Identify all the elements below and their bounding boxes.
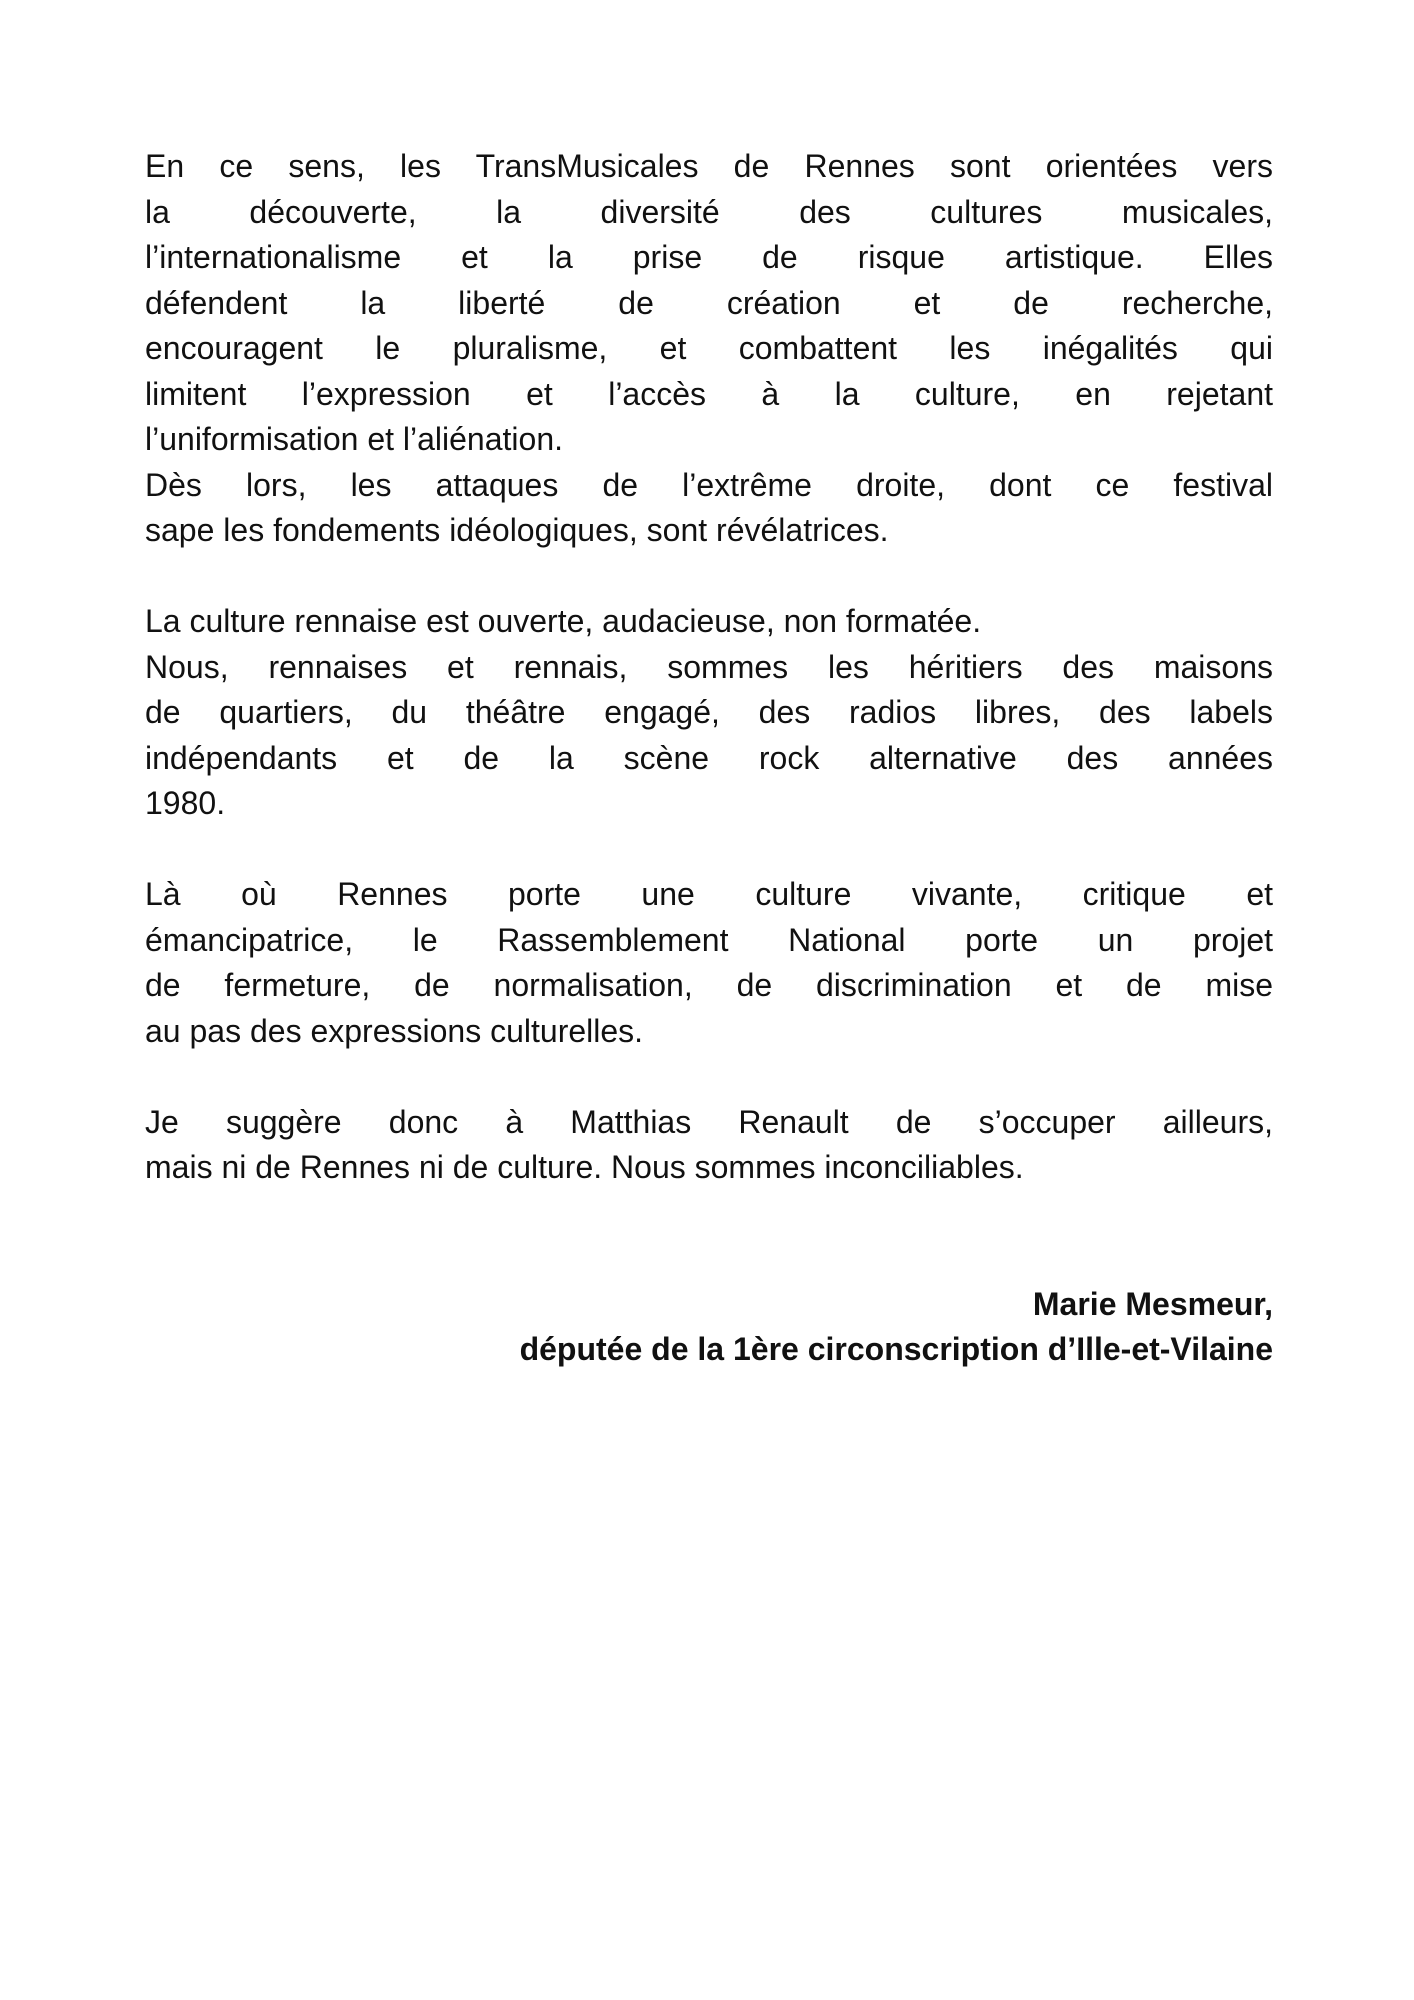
text-line: limitent l’expression et l’accès à la culture, en rejetant [145, 375, 1273, 412]
paragraph-1 [145, 144, 1273, 554]
text-line: émancipatrice, le Rassemblement National porte un projet [145, 921, 1273, 958]
text-line: 1980. [145, 785, 226, 821]
signature-block [145, 1282, 1273, 1373]
text-line: la découverte, la diversité des cultures musicales, [145, 193, 1273, 230]
text-line: encouragent le pluralisme, et combattent les inégalités qui [145, 330, 1273, 366]
text-line: Là où Rennes porte une culture vivante, critique et [145, 876, 1273, 912]
text-line: l’uniformisation et l’aliénation. [145, 421, 563, 457]
text-line: En ce sens, les TransMusicales de Rennes sont orientées vers [145, 148, 1273, 184]
blank-line [145, 1054, 1273, 1100]
text-line: indépendants et de la scène rock alternative des années [145, 739, 1273, 776]
text-line: mais ni de Rennes ni de culture. Nous sommes inconciliables. [145, 1149, 1024, 1185]
text-line: Dès lors, les attaques de l’extrême droite, dont ce festival [145, 466, 1273, 503]
text-line: de quartiers, du théâtre engagé, des radios libres, des labels [145, 694, 1273, 730]
paragraph-2 [145, 599, 1273, 827]
text-line: défendent la liberté de création et de recherche, [145, 284, 1273, 321]
blank-line [145, 554, 1273, 600]
text-line: l’internationalisme et la prise de risque artistique. Elles [145, 239, 1273, 275]
text-line: de fermeture, de normalisation, de discrimination et de mise [145, 967, 1273, 1003]
text-line: Nous, rennaises et rennais, sommes les héritiers des maisons [145, 648, 1273, 685]
text-line: La culture rennaise est ouverte, audacieuse, non formatée. [145, 603, 982, 639]
paragraph-3 [145, 872, 1273, 1054]
text-line: sape les fondements idéologiques, sont révélatrices. [145, 512, 889, 548]
blank-line [145, 1191, 1273, 1237]
signature-title: députée de la 1ère circonscription d’Ille-et-Vilaine [519, 1331, 1273, 1367]
text-line: au pas des expressions culturelles. [145, 1012, 644, 1049]
blank-line [145, 1236, 1273, 1282]
blank-line [145, 827, 1273, 873]
paragraph-4 [145, 1100, 1273, 1191]
letter-body [145, 144, 1273, 1373]
signature-name: Marie Mesmeur, [1032, 1285, 1273, 1322]
text-line: Je suggère donc à Matthias Renault de s’occuper ailleurs, [145, 1103, 1273, 1140]
